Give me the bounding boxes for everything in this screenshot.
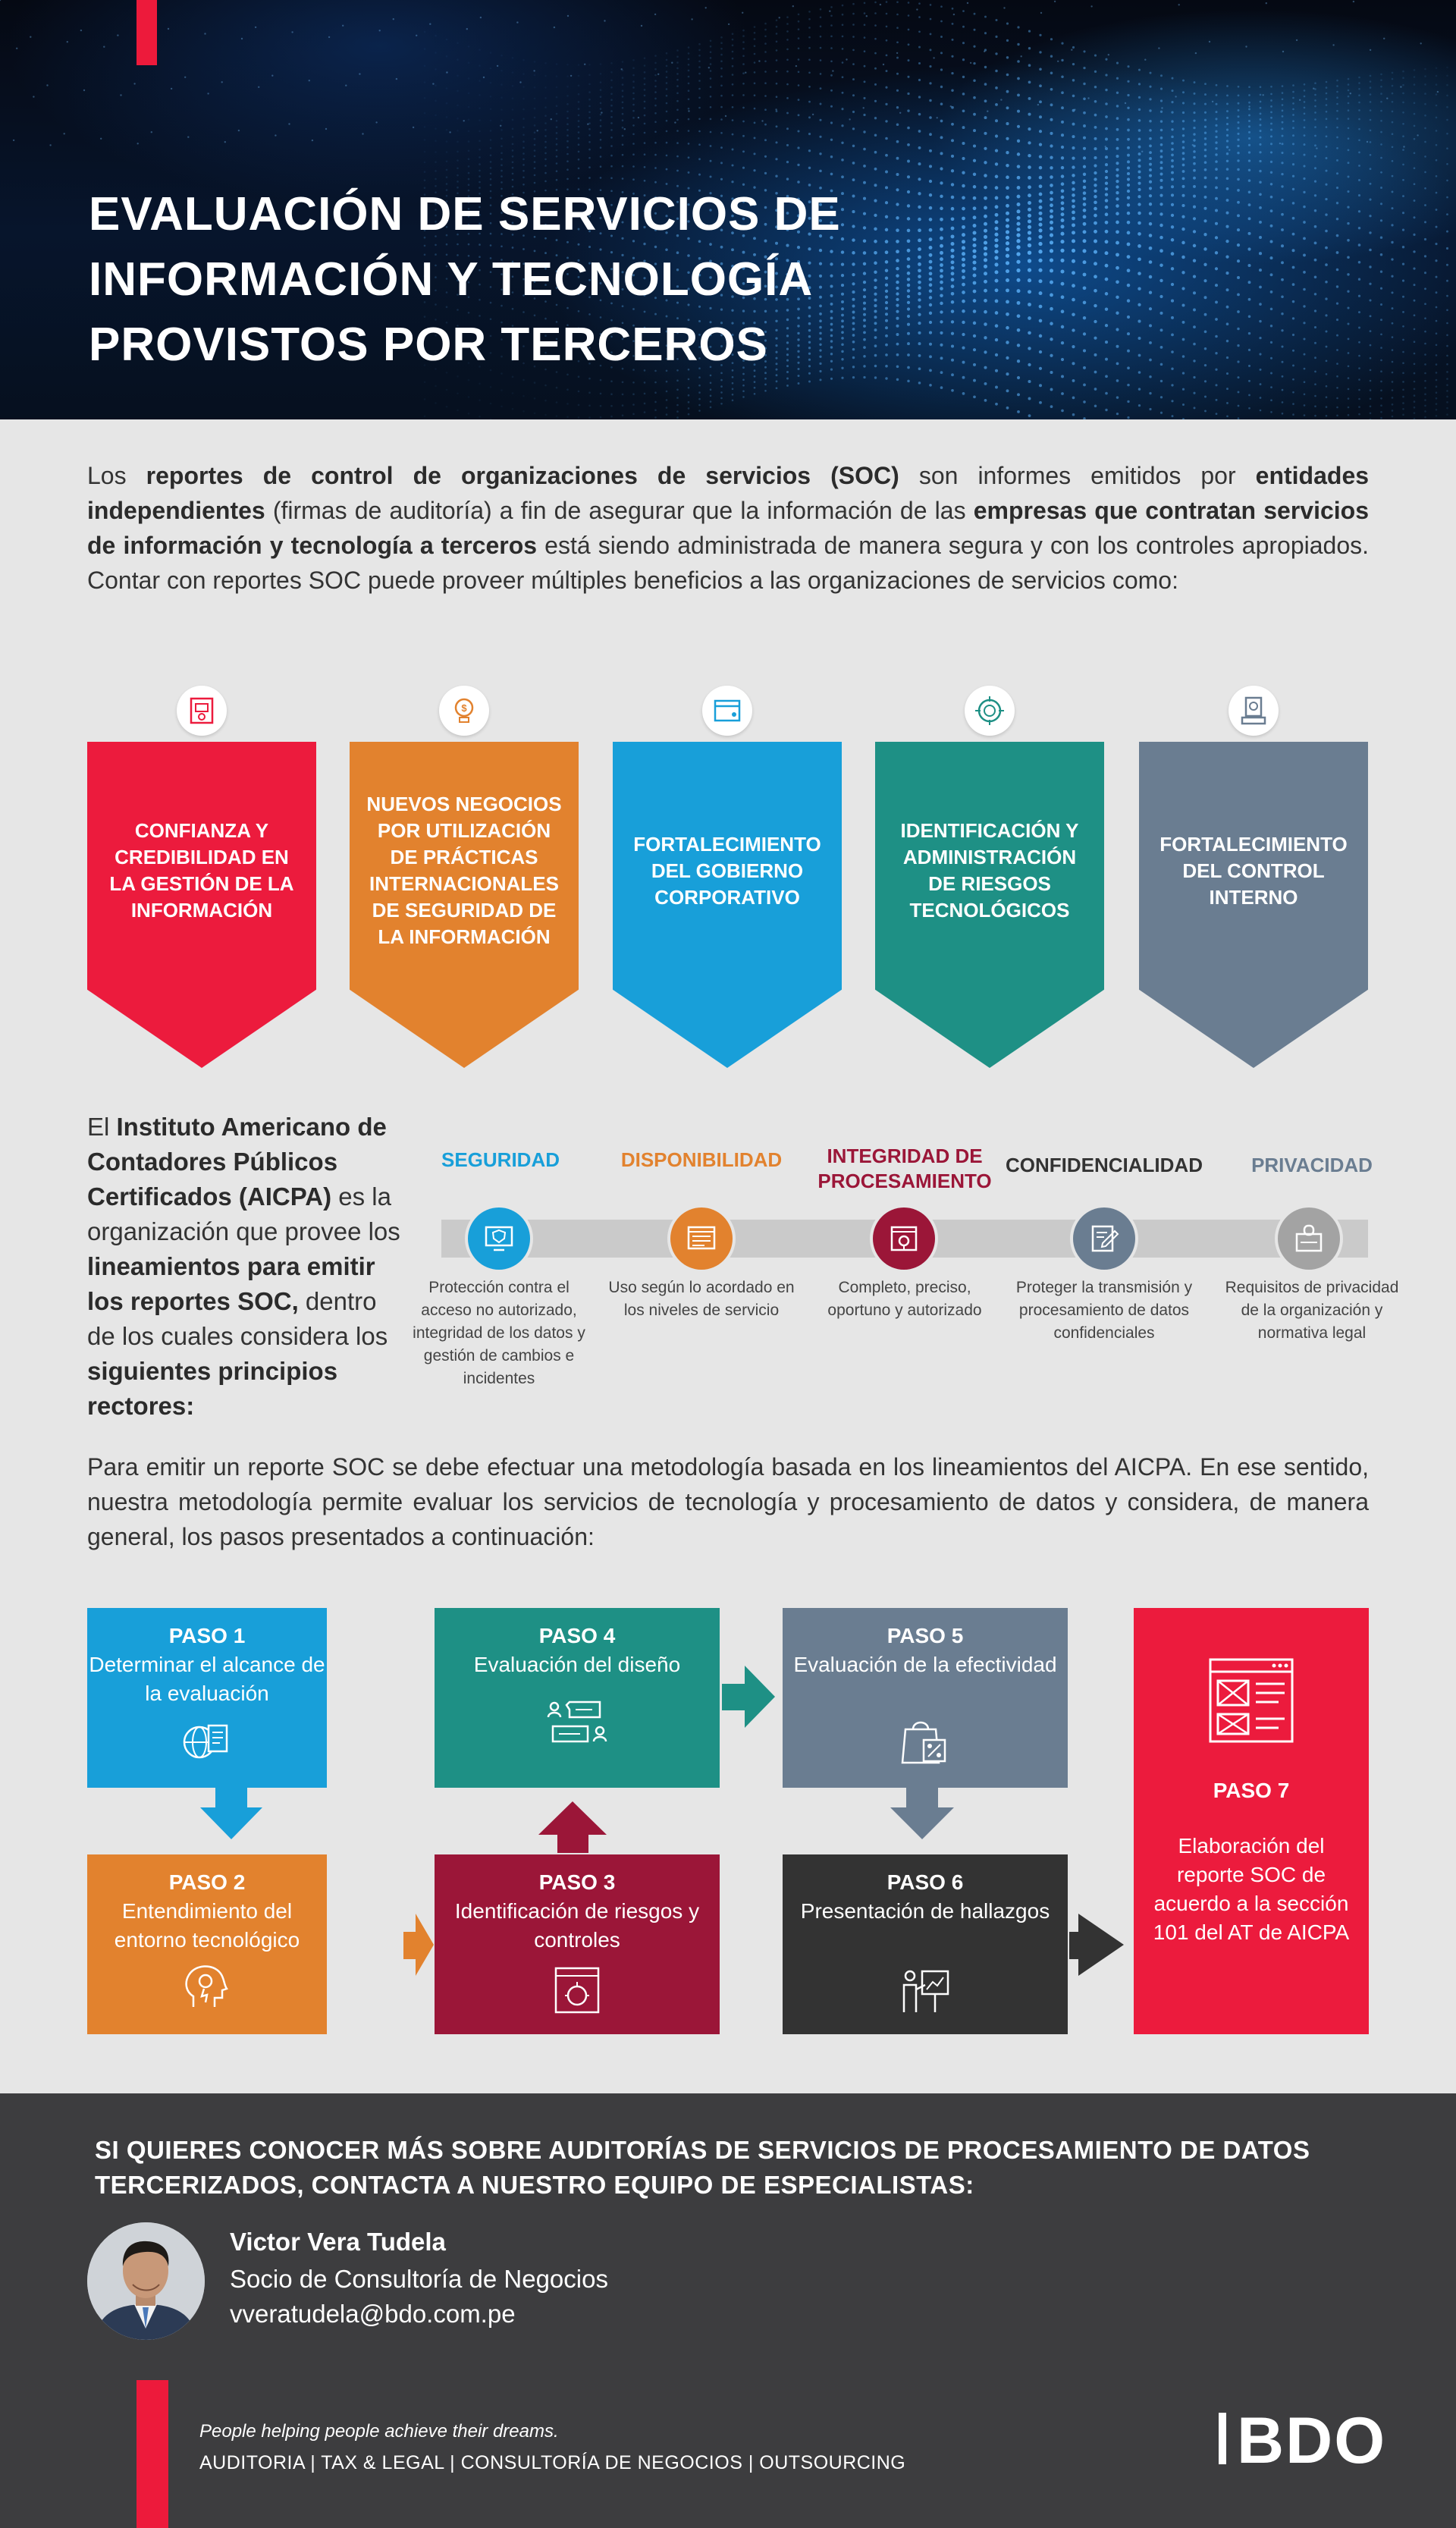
step-desc: Evaluación del diseño	[473, 1653, 681, 1676]
intro-text: son informes emitidos por	[899, 462, 1256, 489]
benefit-label: NUEVOS NEGOCIOS POR UTILIZACIÓN DE PRÁCTICAS INTERNACIONALES DE SEGURIDAD DE LA INFORMACIÓN	[366, 793, 562, 948]
aicpa-paragraph	[87, 1110, 406, 1424]
logo-text: BDO	[1237, 2404, 1387, 2477]
shopping-bag-percent-icon	[895, 1713, 956, 1773]
arrow-step4-to-step5	[722, 1666, 775, 1728]
step-title: PASO 3	[538, 1870, 616, 1894]
intro-text: (firmas de auditoría) a fin de asegurar que la información de las	[265, 497, 974, 524]
arrow-step5-to-step6	[890, 1788, 954, 1839]
footer-services: AUDITORIA | TAX & LEGAL | CONSULTORÍA DE NEGOCIOS | OUTSOURCING	[199, 2452, 906, 2473]
certificate-icon	[177, 686, 227, 736]
aicpa-text: dentro de los cuales considera los	[87, 1287, 388, 1350]
aicpa-bold: Instituto Americano de Contadores Públicos Certificados (AICPA)	[87, 1113, 387, 1211]
shield-monitor-icon	[468, 1207, 530, 1270]
svg-text:$: $	[461, 702, 467, 714]
money-bulb-icon	[439, 686, 489, 736]
benefit-label: CONFIANZA Y CREDIBILIDAD EN LA GESTIÓN DE LA INFORMACIÓN	[109, 819, 294, 922]
footer-red-bar	[136, 2380, 168, 2528]
step-desc: Evaluación de la efectividad	[793, 1653, 1057, 1676]
server-window-icon	[670, 1207, 733, 1270]
step-title: PASO 6	[886, 1870, 964, 1894]
head-gear-icon	[177, 1955, 237, 2016]
step-6-card	[783, 1854, 1068, 2034]
processing-icon	[873, 1207, 935, 1270]
globe-document-icon	[177, 1709, 237, 1770]
principle-desc-integridad: Completo, preciso, oportuno y autorizado	[827, 1279, 982, 1319]
step-desc: Elaboración del reporte SOC de acuerdo a la sección 101 del AT de AICPA	[1153, 1834, 1350, 1944]
principle-title-disponibilidad: DISPONIBILIDAD	[620, 1148, 783, 1171]
arrow-step3-to-step4	[538, 1801, 607, 1853]
document-stamp-icon	[1228, 686, 1279, 736]
avatar	[87, 2222, 205, 2340]
presentation-board-icon	[895, 1961, 956, 2021]
intro-bold: entidades independientes	[87, 462, 1370, 524]
contact-name: Victor Vera Tudela	[230, 2228, 446, 2256]
principle-title-seguridad: SEGURIDAD	[441, 1148, 560, 1171]
step-5-card	[783, 1608, 1068, 1788]
contact-heading: SI QUIERES CONOCER MÁS SOBRE AUDITORÍAS DE SERVICIOS DE PROCESAMIENTO DE DATOS TERCERIZADOS, CONTACTA A NUESTRO EQUIPO DE ESPECIALISTAS:	[95, 2136, 1310, 2199]
principle-title-integridad: INTEGRIDAD DE PROCESAMIENTO	[817, 1145, 992, 1192]
benefit-label: IDENTIFICACIÓN Y ADMINISTRACIÓN DE RIESGOS TECNOLÓGICOS	[900, 819, 1079, 922]
step-title: PASO 5	[886, 1624, 964, 1647]
arrow-step2-to-step3	[403, 1914, 434, 1976]
step-title: PASO 1	[168, 1624, 246, 1647]
risk-control-window-icon	[547, 1961, 607, 2021]
person-photo	[87, 2222, 205, 2340]
step-1-card	[87, 1608, 327, 1788]
step-desc: Identificación de riesgos y controles	[454, 1899, 700, 1952]
contact-role: Socio de Consultoría de Negocios	[230, 2265, 608, 2293]
title-line-3: PROVISTOS POR TERCEROS	[89, 319, 768, 371]
principle-desc-disponibilidad: Uso según lo acordado en los niveles de servicio	[608, 1279, 795, 1319]
target-risk-icon	[965, 686, 1015, 736]
intro-text: está siendo administrada de manera segura y con los controles apropiados. Contar con reportes SOC puede proveer múltiples beneficios a las organizaciones de servicios como:	[87, 532, 1370, 594]
aicpa-bold: siguientes principios rectores:	[87, 1357, 338, 1420]
step-3-card	[435, 1854, 720, 2034]
method-paragraph: Para emitir un reporte SOC se debe efectuar una metodología basada en los lineamientos del AICPA. En ese sentido, nuestra metodología permite evaluar los servicios de tecnología y procesamiento de datos y considera, de manera general, los pasos presentados a continuación:	[87, 1453, 1369, 1550]
benefit-control-interno	[1139, 742, 1368, 1068]
principle-title-confidencialidad: CONFIDENCIALIDAD	[1006, 1154, 1203, 1176]
aicpa-text: es la organización que provee los	[87, 1182, 400, 1245]
bdo-logo	[1219, 2404, 1387, 2477]
step-desc: Determinar el alcance de la evaluación	[89, 1653, 325, 1705]
step-title: PASO 4	[538, 1624, 616, 1647]
benefit-confianza	[87, 742, 316, 1068]
intro-bold: reportes de control de organizaciones de servicios (SOC)	[146, 462, 899, 489]
aicpa-bold: lineamientos para emitir los reportes SOC,	[87, 1252, 375, 1315]
benefit-label: FORTALECIMIENTO DEL GOBIERNO CORPORATIVO	[633, 832, 821, 909]
contact-email-link[interactable]: vveratudela@bdo.com.pe	[230, 2300, 516, 2328]
arrow-step6-to-step7	[1069, 1914, 1124, 1976]
report-document-icon	[1206, 1655, 1297, 1746]
step-desc: Entendimiento del entorno tecnológico	[114, 1899, 300, 1952]
step-title: PASO 2	[168, 1870, 246, 1894]
principle-desc-privacidad: Requisitos de privacidad de la organización y normativa legal	[1225, 1279, 1399, 1342]
brand-red-bar	[136, 0, 157, 65]
step-title: PASO 7	[1213, 1779, 1290, 1802]
intro-text: Los	[87, 462, 146, 489]
intro-paragraph	[87, 458, 1369, 598]
principle-desc-confidencialidad: Proteger la transmisión y procesamiento de datos confidenciales	[1015, 1279, 1193, 1342]
step-desc: Presentación de hallazgos	[800, 1899, 1050, 1923]
logo-bar	[1219, 2413, 1226, 2464]
benefit-label: FORTALECIMIENTO DEL CONTROL INTERNO	[1159, 832, 1348, 909]
aicpa-text: El	[87, 1113, 117, 1141]
benefit-nuevos-negocios	[350, 742, 579, 1068]
intro-bold: empresas que contratan servicios de información y tecnología a terceros	[87, 497, 1370, 559]
lock-card-icon	[1278, 1207, 1340, 1270]
title-line-2: INFORMACIÓN Y TECNOLOGÍA	[89, 253, 814, 306]
benefit-gobierno-corporativo	[613, 742, 842, 1068]
design-evaluation-icon	[539, 1684, 615, 1760]
arrow-step1-to-step2	[200, 1788, 262, 1839]
browser-window-icon	[702, 686, 752, 736]
step-4-card	[435, 1608, 720, 1788]
step-7-card	[1134, 1608, 1369, 2034]
principle-desc-seguridad: Protección contra el acceso no autorizado, integridad de los datos y gestión de cambios e incidentes	[413, 1279, 585, 1387]
hero-banner	[0, 0, 1456, 419]
principle-title-privacidad: PRIVACIDAD	[1251, 1154, 1373, 1176]
edit-document-icon	[1073, 1207, 1135, 1270]
step-2-card	[87, 1854, 327, 2034]
title-line-1: EVALUACIÓN DE SERVICIOS DE	[89, 188, 841, 240]
benefit-riesgos-tecnologicos	[875, 742, 1104, 1068]
page-title	[89, 182, 1075, 378]
footer-tagline: People helping people achieve their dreams.	[199, 2421, 559, 2442]
